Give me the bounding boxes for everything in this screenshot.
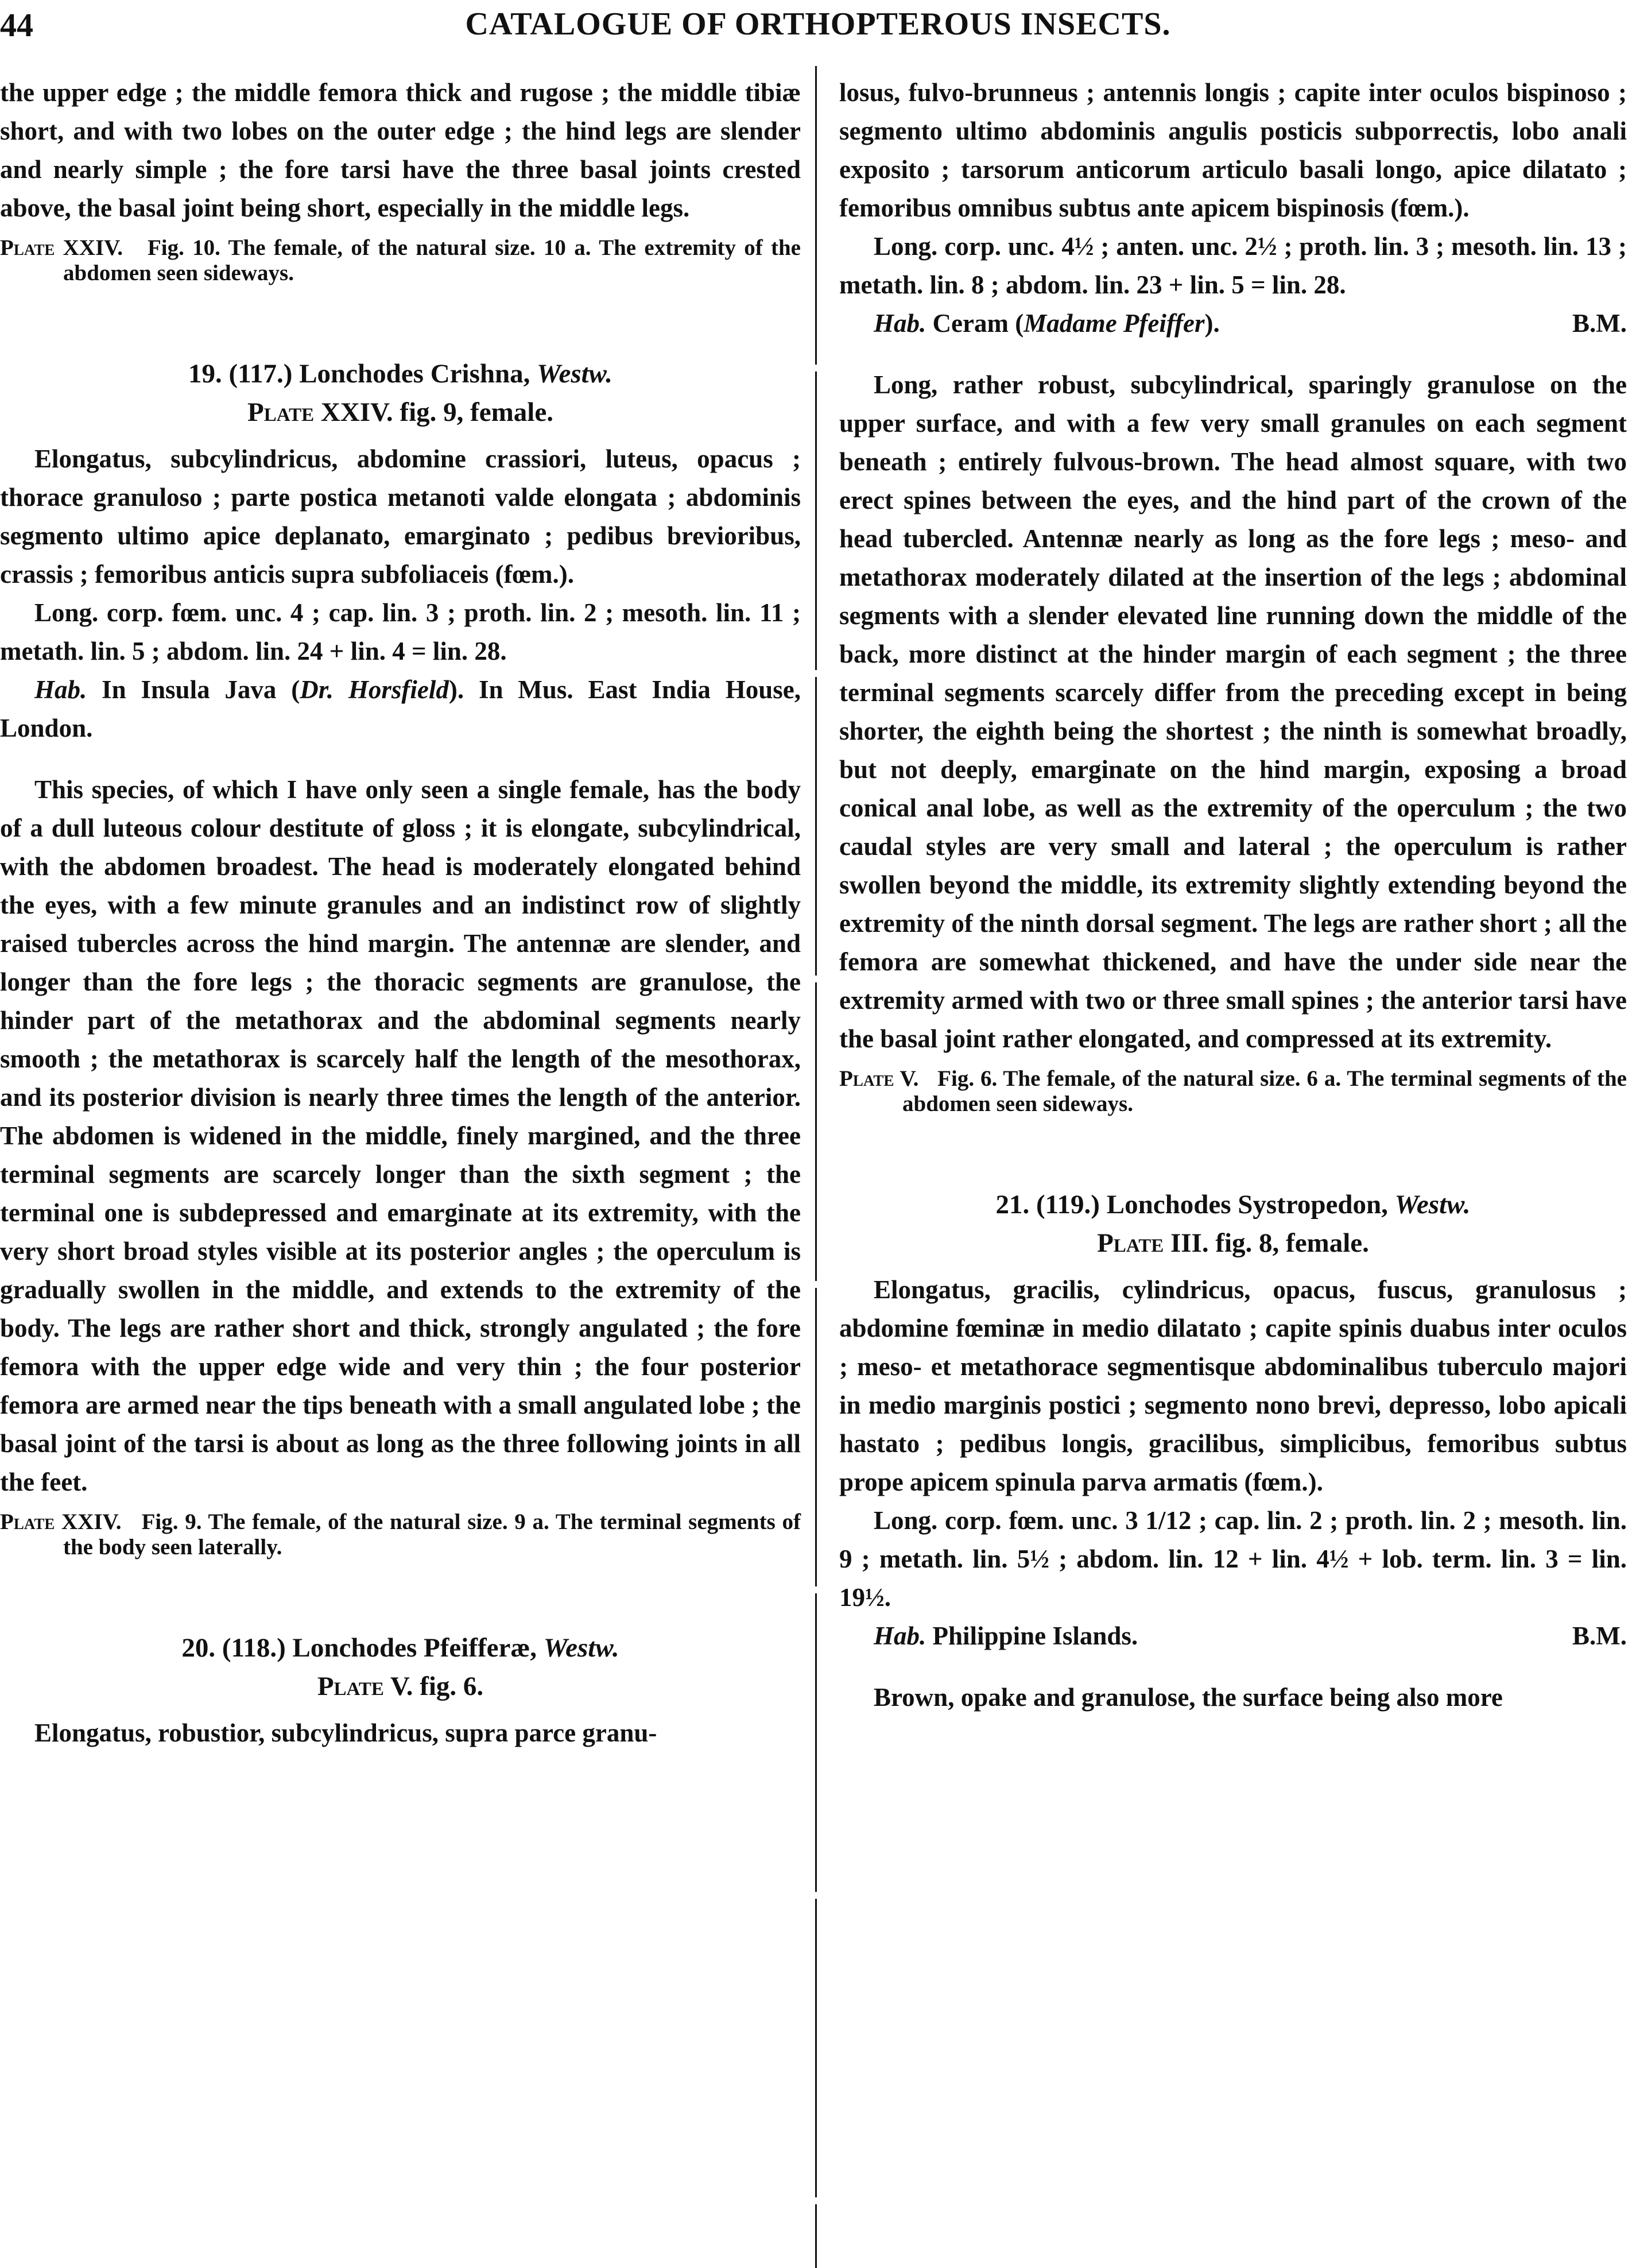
hab-label: Hab. <box>34 675 87 704</box>
plate-note <box>0 235 801 286</box>
plate-label: Plate XXIV. <box>0 235 123 260</box>
plate-ref: V. fig. 6. <box>390 1671 484 1701</box>
hab-left <box>874 1617 1138 1655</box>
habitat <box>839 1617 1627 1655</box>
hab-collector: Dr. Horsfield <box>300 675 449 704</box>
latin-diagnosis-start: Elongatus, robustior, subcylindricus, supra parce granu- <box>34 1719 657 1747</box>
measurements: Long. corp. fœm. unc. 4 ; cap. lin. 3 ; proth. lin. 2 ; mesoth. lin. 11 ; metath. lin. 5 ; abdom. lin. 24 + lin. 4 = lin. 28. <box>0 598 801 665</box>
hab-text: Ceram ( <box>932 309 1024 338</box>
latin-diagnosis-continued: losus, fulvo-brunneus ; antennis longis ; capite inter oculos bispinoso ; segmento ultimo abdominis angulis posticis subporrectis, lobo anali exposito ; tarsorum anticorum articulo basali longo, apice dilatato ; femoribus omnibus subtus ante apicem bispinosis (fœm.). <box>839 78 1627 222</box>
museum-code: B.M. <box>1572 1621 1627 1650</box>
plate-note <box>0 1510 801 1560</box>
measurements: Long. corp. fœm. unc. 3 1/12 ; cap. lin. 2 ; proth. lin. 2 ; mesoth. lin. 9 ; metath. lin. 5½ ; abdom. lin. 12 + lin. 4½ + lob. term. lin. 3 = lin. 19½. <box>839 1506 1627 1612</box>
running-title: CATALOGUE OF ORTHOPTEROUS INSECTS. <box>465 6 1171 42</box>
species-number: 19. (117.) <box>188 359 293 389</box>
hab-left <box>874 304 1220 343</box>
column-divider <box>815 66 817 2268</box>
species-entry-21 <box>839 1186 1627 1717</box>
plate-label: Plate XXIV. <box>0 1510 122 1534</box>
plate-ref: XXIV. fig. 9, female. <box>320 397 553 427</box>
species-author: Westw. <box>1394 1190 1471 1220</box>
hab-text: Philippine Islands. <box>932 1621 1138 1650</box>
continuation-paragraph: the upper edge ; the middle femora thick and rugose ; the middle tibiæ short, and with two lobes on the outer edge ; the hind legs are slender and nearly simple ; the fore tarsi have the three basal joints crested above, the basal joint being short, especially in the middle legs. <box>0 78 801 222</box>
plate-label: Plate <box>1097 1228 1164 1258</box>
species-author: Westw. <box>543 1633 619 1663</box>
species-name: Lonchodes Pfeifferæ, <box>292 1633 537 1663</box>
measurements: Long. corp. unc. 4½ ; anten. unc. 2½ ; proth. lin. 3 ; mesoth. lin. 13 ; metath. lin. 8 ; abdom. lin. 23 + lin. 5 = lin. 28. <box>839 232 1627 299</box>
plate-ref: III. fig. 8, female. <box>1170 1228 1369 1258</box>
species-author: Westw. <box>537 359 613 389</box>
plate-reference <box>0 393 801 432</box>
description: This species, of which I have only seen a single female, has the body of a dull luteous colour destitute of gloss ; it is elongate, subcylindrical, with the abdomen broadest. The head is moderately elongated behind the eyes, with a few minute granules and an indistinct row of slightly raised tubercles across the hind margin. The antennæ are slender, and longer than the fore legs ; the thoracic segments are granulose, the hinder part of the metathorax and the abdominal segments nearly smooth ; the metathorax is scarcely half the length of the mesothorax, and its posterior division is nearly three times the length of the anterior. The abdomen is widened in the middle, finely margined, and the three terminal segments are scarcely longer than the sixth segment ; the terminal one is subdepressed and emarginate at its extremity, with the very short broad styles visible at its posterior angles ; the operculum is gradually swollen in the middle, and extends to the extremity of the body. The legs are rather short and thick, strongly angulated ; the fore femora with the upper edge wide and very thin ; the four posterior femora are armed near the tips beneath with a small angulated lobe ; the basal joint of the tarsi is about as long as the three following joints in all the feet. <box>0 775 801 1496</box>
species-heading <box>0 1629 801 1667</box>
hab-collector: Madame Pfeiffer <box>1024 309 1205 338</box>
left-column <box>0 73 801 1752</box>
habitat <box>839 304 1627 343</box>
page-header <box>0 6 1636 57</box>
plate-label: Plate V. <box>839 1066 919 1091</box>
museum-code: B.M. <box>1572 309 1627 338</box>
species-name: Lonchodes Crishna, <box>299 359 530 389</box>
hab-tail: ). In Mus. East India House, London. <box>0 675 801 742</box>
plate-note <box>839 1066 1627 1117</box>
plate-label: Plate <box>317 1671 384 1701</box>
species-entry-19 <box>0 355 801 1501</box>
species-heading <box>839 1186 1627 1224</box>
plate-caption: Fig. 9. The female, of the natural size. 9 a. The terminal segments of the body seen laterally. <box>63 1510 801 1559</box>
plate-reference <box>0 1667 801 1706</box>
plate-caption: Fig. 6. The female, of the natural size. 6 a. The terminal segments of the abdomen seen sideways. <box>902 1066 1627 1116</box>
hab-text: In Insula Java ( <box>102 675 300 704</box>
latin-diagnosis: Elongatus, subcylindricus, abdomine crassiori, luteus, opacus ; thorace granuloso ; parte postica metanoti valde elongata ; abdominis segmento ultimo apice deplanato, emarginato ; pedibus brevioribus, crassis ; femoribus anticis supra subfoliaceis (fœm.). <box>0 444 801 589</box>
hab-label: Hab. <box>874 1621 926 1650</box>
species-number: 21. (119.) <box>995 1190 1100 1220</box>
plate-label: Plate <box>247 397 315 427</box>
page-number: 44 <box>0 6 33 44</box>
right-column <box>839 73 1627 1717</box>
hab-tail: ). <box>1204 309 1220 338</box>
species-heading <box>0 355 801 393</box>
latin-diagnosis: Elongatus, gracilis, cylindricus, opacus, fuscus, granulosus ; abdomine fœminæ in medio dilatato ; capite spinis duabus inter oculos ; meso- et metathorace segmentisque abdominalibus tuberculo majori in medio marginis postici ; segmento nono brevi, depresso, lobo apicali hastato ; pedibus longis, gracilibus, simplicibus, femoribus subtus prope apicem spinula parva armatis (fœm.). <box>839 1275 1627 1496</box>
hab-label: Hab. <box>874 309 926 338</box>
plate-reference <box>839 1224 1627 1263</box>
description-start: Brown, opake and granulose, the surface being also more <box>874 1683 1503 1712</box>
species-entry-20 <box>0 1629 801 1752</box>
habitat <box>0 671 801 748</box>
species-name: Lonchodes Systropedon, <box>1106 1190 1388 1220</box>
plate-caption: Fig. 10. The female, of the natural size. 10 a. The extremity of the abdomen seen sideways. <box>63 235 801 285</box>
description: Long, rather robust, subcylindrical, sparingly granulose on the upper surface, and with a few very small granules on each segment beneath ; entirely fulvous-brown. The head almost square, with two erect spines between the eyes, and the hind part of the crown of the head tubercled. Antennæ nearly as long as the fore legs ; meso- and metathorax moderately dilated at the insertion of the legs ; abdominal segments with a slender elevated line running down the middle of the back, more distinct at the hinder margin of each segment ; the three terminal segments scarcely differ from the preceding except in being shorter, the eighth being the shortest ; the ninth is somewhat broadly, but not deeply, emarginate on the hind margin, exposing a broad conical anal lobe, as well as the extremity of the operculum ; the two caudal styles are very small and lateral ; the operculum is rather swollen beyond the middle, its extremity slightly extending beyond the extremity of the ninth dorsal segment. The legs are rather short ; all the femora are somewhat thickened, and have the under side near the extremity armed with two or three small spines ; the anterior tarsi have the basal joint rather elongated, and compressed at its extremity. <box>839 370 1627 1053</box>
species-number: 20. (118.) <box>181 1633 286 1663</box>
